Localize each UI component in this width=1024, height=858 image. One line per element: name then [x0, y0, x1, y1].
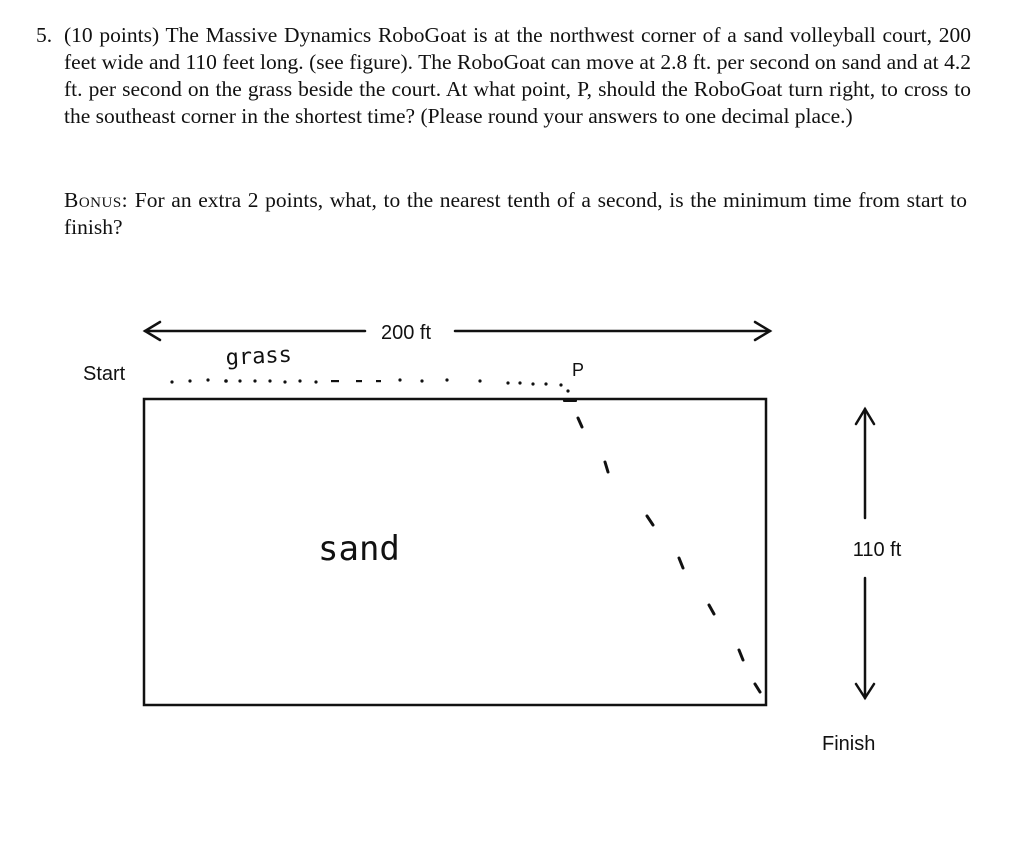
problem-text: (10 points) The Massive Dynamics RoboGoat is at the northwest corner of a sand volleyball court, 200 feet wide and 110 feet long. (see figure). The RoboGoat can move at 2.8 ft. per second on sand and at 4.2 ft. per second on the grass beside the court. At what point, P, should the RoboGoat turn right, to cross to the southeast corner in the shortest time? (Please round your answers to one decimal place.) [64, 23, 971, 128]
height-label: 110 ft [852, 539, 902, 561]
start-label: Start [83, 363, 126, 385]
sand-court [144, 399, 766, 705]
sand-label: sand [318, 529, 400, 569]
width-label: 200 ft [380, 322, 432, 344]
bonus-label: Bonus: [64, 188, 129, 212]
point-p-label: P [572, 360, 585, 380]
bonus-text: For an extra 2 points, what, to the nearest tenth of a second, is the minimum time from start to finish? [64, 188, 967, 239]
point-p-marker [563, 398, 577, 402]
problem-number: 5. [36, 23, 53, 47]
grass-path [170, 378, 569, 392]
grass-label: grass [225, 342, 293, 371]
finish-label: Finish [822, 733, 876, 755]
sand-path [578, 418, 760, 692]
width-dimension-arrow [145, 322, 770, 340]
